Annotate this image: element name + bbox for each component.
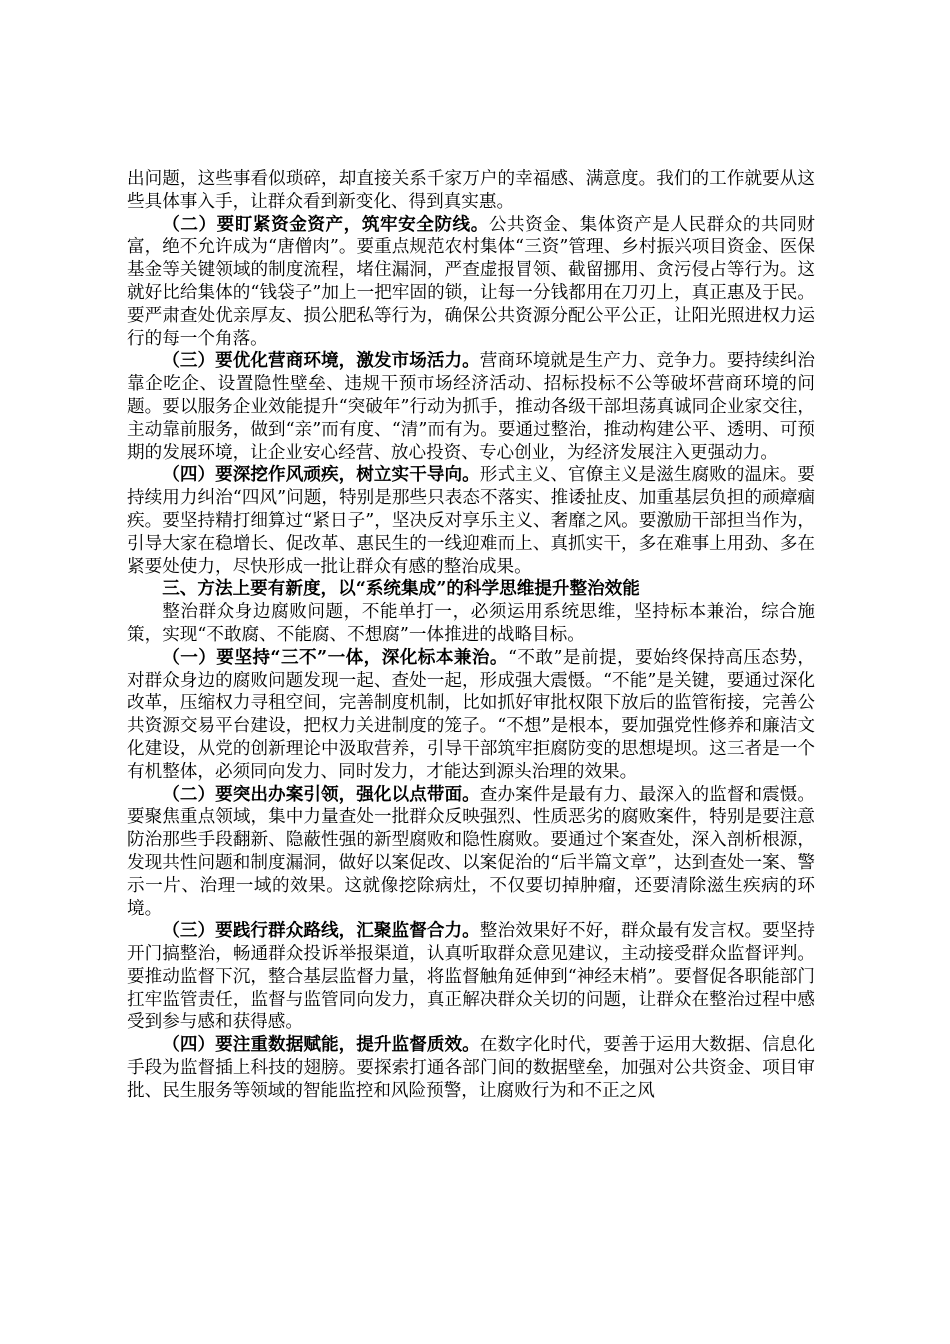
paragraph-continuation: [127, 168, 815, 214]
paragraph-text: 查办案件是最有力、最深入的监督和震慑。要聚焦重点领域，集中力量查处一批群众反映强烈、性质恶劣的腐败案件，特别是要注意防治那些手段翻新、隐蔽性强的新型腐败和隐性腐败。要通过个案查处，深入剖析根源，发现共性问题和制度漏洞，做好以案促改、以案促治的“后半篇文章”，达到查处一案、警示一片、治理一域的效果。这就像挖除病灶，不仅要切掉肿瘤，还要清除滋生疾病的环境。: [127, 784, 815, 919]
paragraph-lead: （三）要优化营商环境，激发市场活力。: [162, 350, 480, 372]
paragraph-text: 营商环境就是生产力、竞争力。要持续纠治靠企吃企、设置隐性壁垒、违规干预市场经济活动、招标投标不公等破坏营商环境的问题。要以服务企业效能提升“突破年”行动为抓手，推动各级干部坦荡真诚同企业家交往，主动靠前服务，做到“亲”而有度、“清”而有为。要通过整治，推动构建公平、透明、可预期的发展环境，让企业安心经营、放心投资、专心创业，为经济发展注入更强动力。: [127, 351, 815, 463]
paragraph-section-intro: [127, 601, 815, 647]
paragraph-lead: （三）要践行群众路线，汇聚监督合力。: [162, 920, 480, 942]
paragraph-mass-line: [127, 920, 815, 1034]
paragraph-funds: [127, 214, 815, 351]
paragraph-lead: （二）要突出办案引领，强化以点带面。: [162, 783, 480, 805]
paragraph-text: 整治群众身边腐败问题，不能单打一，必须运用系统思维，坚持标本兼治，综合施策，实现“不敢腐、不能腐、不想腐”一体推进的战略目标。: [127, 602, 815, 645]
document-page: [127, 168, 815, 1103]
paragraph-three-nots: [127, 647, 815, 784]
paragraph-lead: （一）要坚持“三不”一体，深化标本兼治。: [162, 646, 508, 668]
paragraph-work-style: [127, 464, 815, 578]
paragraph-lead: （四）要注重数据赋能，提升监督质效。: [162, 1034, 480, 1056]
paragraph-business-environment: [127, 350, 815, 464]
paragraph-text: 在数字化时代，要善于运用大数据、信息化手段为监督插上科技的翅膀。要探索打通各部门间的数据壁垒，加强对公共资金、项目审批、民生服务等领域的智能监控和风险预警，让腐败行为和不正之风: [127, 1035, 815, 1101]
paragraph-lead: （二）要盯紧资金资产，筑牢安全防线。: [162, 213, 489, 235]
paragraph-text: 整治效果好不好，群众最有发言权。要坚持开门搞整治，畅通群众投诉举报渠道，认真听取群众意见建议，主动接受群众监督评判。要推动监督下沉，整合基层监督力量，将监督触角延伸到“神经末梢”。要督促各职能部门扛牢监管责任，监督与监管同向发力，真正解决群众关切的问题，让群众在整治过程中感受到参与感和获得感。: [127, 921, 815, 1033]
paragraph-data-empowerment: [127, 1034, 815, 1102]
paragraph-lead: （四）要深挖作风顽疾，树立实干导向。: [162, 464, 480, 486]
paragraph-text: 公共资金、集体资产是人民群众的共同财富，绝不允许成为“唐僧肉”。要重点规范农村集体“三资”管理、乡村振兴项目资金、医保基金等关键领域的制度流程，堵住漏洞，严查虚报冒领、截留挪用、贪污侵占等行为。这就好比给集体的“钱袋子”加上一把牢固的锁，让每一分钱都用在刀刃上，真正惠及于民。要严肃查处优亲厚友、损公肥私等行为，确保公共资源分配公平公正，让阳光照进权力运行的每一个角落。: [127, 214, 815, 349]
paragraph-text: 出问题，这些事看似琐碎，却直接关系千家万户的幸福感、满意度。我们的工作就要从这些具体事入手，让群众看到新变化、得到真实惠。: [127, 169, 815, 212]
paragraph-case-handling: [127, 784, 815, 921]
paragraph-text: “不敢”是前提，要始终保持高压态势，对群众身边的腐败问题发现一起、查处一起，形成强大震慑。“不能”是关键，要通过深化改革，压缩权力寻租空间，完善制度机制，比如抓好审批权限下放后的监管衔接，完善公共资源交易平台建设，把权力关进制度的笼子。“不想”是根本，要加强党性修养和廉洁文化建设，从党的创新理论中汲取营养，引导干部筑牢拒腐防变的思想堤坝。这三者是一个有机整体，必须同向发力、同时发力，才能达到源头治理的效果。: [127, 647, 815, 782]
section-heading: 三、方法上要有新度，以“系统集成”的科学思维提升整治效能: [162, 578, 640, 600]
paragraph-text: 形式主义、官僚主义是滋生腐败的温床。要持续用力纠治“四风”问题，特别是那些只表态不落实、推诿扯皮、加重基层负担的顽瘴痼疾。要坚持精打细算过“紧日子”，坚决反对享乐主义、奢靡之风。要激励干部担当作为，引导大家在稳增长、促改革、惠民生的一线迎难而上、真抓实干，多在难事上用劲、多在紧要处使力，尽快形成一批让群众有感的整治成果。: [127, 465, 815, 577]
